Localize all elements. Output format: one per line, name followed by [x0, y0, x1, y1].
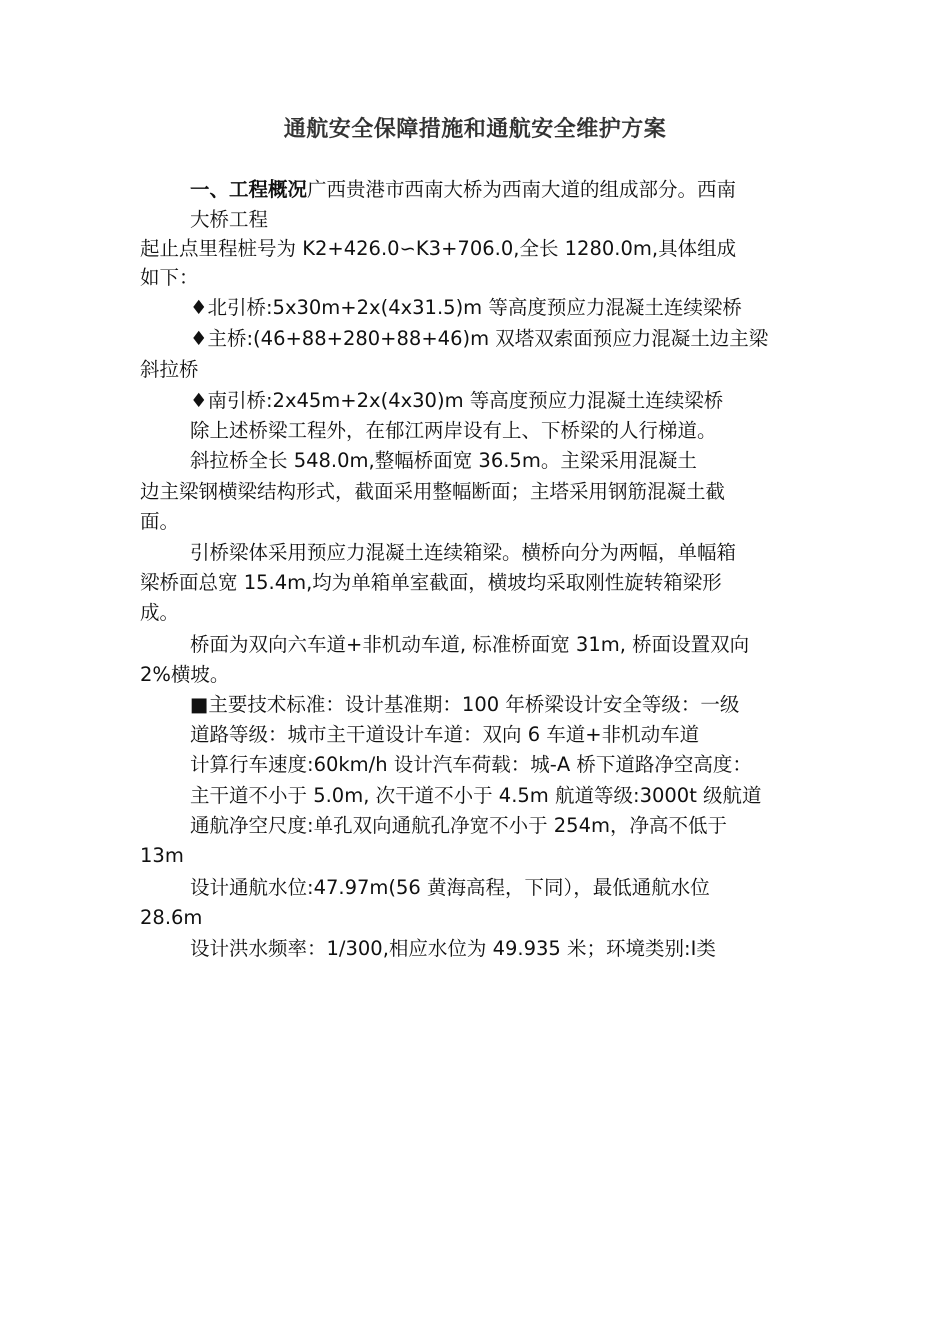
- overview-text: 广西贵港市西南大桥为西南大道的组成部分。西南: [307, 178, 737, 201]
- standards-line-2: 道路等级：城市主干道设计车道：双向 6 车道+非机动车道: [190, 723, 700, 746]
- standards-line-7: 设计通航水位:47.97m(56 黄海高程，下同），最低通航水位: [190, 876, 710, 899]
- cable-bridge-line-3: 面。: [140, 510, 180, 533]
- deck-line-2: 2%横坡。: [140, 663, 230, 686]
- standards-line-4: 主干道不小于 5.0m, 次干道不小于 4.5m 航道等级:3000t 级航道: [190, 784, 762, 807]
- cable-bridge-line-2: 边主梁钢横梁结构形式，截面采用整幅断面；主塔采用钢筋混凝土截: [140, 480, 726, 503]
- approach-line-3: 成。: [140, 601, 180, 624]
- bridge-item-main-cont: 斜拉桥: [140, 358, 199, 381]
- overview-line-3: 起止点里程桩号为 K2+426.0∽K3+706.0,全长 1280.0m,具体组成: [140, 237, 737, 260]
- cable-bridge-line-1: 斜拉桥全长 548.0m,整幅桥面宽 36.5m。主梁采用混凝土: [190, 449, 697, 472]
- standards-line-1: ■主要技术标准：设计基准期：100 年桥梁设计安全等级：一级: [190, 693, 740, 716]
- standards-line-6: 13m: [140, 844, 184, 867]
- overview-line-1: [190, 175, 736, 205]
- bridge-item-north: ♦北引桥:5x30m+2x(4x31.5)m 等高度预应力混凝土连续梁桥: [190, 296, 742, 319]
- section-heading: 一、工程概况: [190, 178, 308, 201]
- standards-line-8: 28.6m: [140, 906, 203, 929]
- approach-line-1: 引桥梁体采用预应力混凝土连续箱梁。横桥向分为两幅，单幅箱: [190, 541, 737, 564]
- bridge-item-south: ♦南引桥:2x45m+2x(4x30)m 等高度预应力混凝土连续梁桥: [190, 389, 724, 412]
- overview-line-4: 如下：: [140, 266, 199, 289]
- deck-line-1: 桥面为双向六车道+非机动车道, 标准桥面宽 31m, 桥面设置双向: [190, 633, 750, 656]
- standards-line-9: 设计洪水频率：1/300,相应水位为 49.935 米；环境类别:Ⅰ类: [190, 937, 716, 960]
- standards-line-3: 计算行车速度:60km/h 设计汽车荷载：城-A 桥下道路净空高度：: [190, 753, 752, 776]
- overview-line-2: 大桥工程: [190, 208, 269, 231]
- approach-line-2: 梁桥面总宽 15.4m,均为单箱单室截面，横坡均采取刚性旋转箱梁形: [140, 571, 722, 594]
- extra-works-line: 除上述桥梁工程外，在郁江两岸设有上、下桥梁的人行梯道。: [190, 419, 717, 442]
- document-title: 通航安全保障措施和通航安全维护方案: [283, 117, 667, 142]
- bridge-item-main: ♦主桥:(46+88+280+88+46)m 双塔双索面预应力混凝土边主梁: [190, 327, 769, 350]
- standards-line-5: 通航净空尺度:单孔双向通航孔净宽不小于 254m，净高不低于: [190, 814, 727, 837]
